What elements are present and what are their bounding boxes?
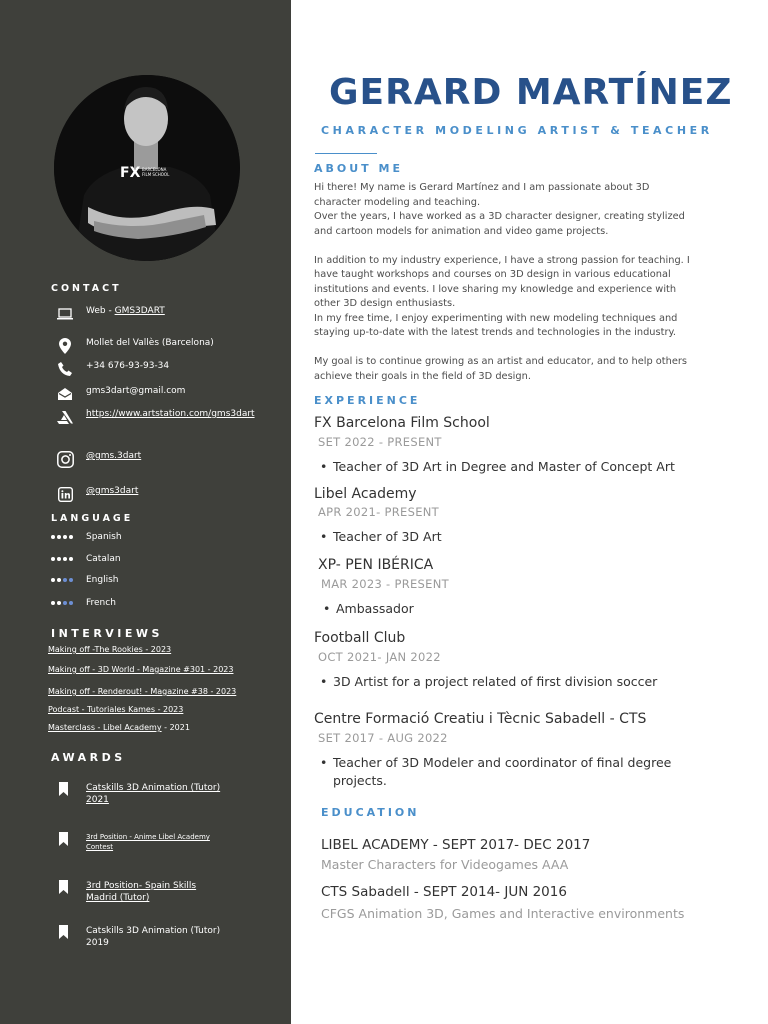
job-company: XP- PEN IBÉRICA: [318, 557, 434, 573]
contact-instagram-link[interactable]: @gms.3dart: [86, 451, 142, 461]
level-dot: [63, 601, 67, 605]
level-dot: [63, 557, 67, 561]
interview-link[interactable]: Making off -The Rookies - 2023: [48, 645, 172, 654]
interview-link[interactable]: Making off - 3D World - Magazine #301 - 2023: [48, 665, 234, 674]
bookmark-icon: [56, 925, 70, 941]
about-paragraph: In addition to my industry experience, I have a strong passion for teaching. I have taught workshops and courses on 3D design in various educational institutions and events. I love sharing my knowledge and experience with other 3D design enthusiasts. In my free time, I enjoy experimenting with new modeling techniques and staying up-to-date with the latest trends and technologies in the industry.: [314, 254, 690, 338]
level-dot: [51, 578, 55, 582]
svg-text:BARCELONA: BARCELONA: [142, 167, 167, 172]
level-dot: [57, 601, 61, 605]
contact-web[interactable]: [56, 306, 256, 322]
level-dot: [69, 578, 73, 582]
contact-linkedin-link[interactable]: @gms3dart: [86, 486, 139, 496]
contact-instagram[interactable]: [56, 451, 256, 467]
interview-item[interactable]: [48, 723, 190, 732]
job-description-text: Teacher of 3D Modeler and coordinator of final degree projects.: [333, 755, 672, 788]
language-name: French: [86, 598, 116, 608]
level-dot: [51, 601, 55, 605]
contact-location-text: Mollet del Vallès (Barcelona): [86, 338, 214, 348]
language-level-dots: [51, 535, 81, 539]
level-dot: [69, 535, 73, 539]
language-item: [51, 532, 122, 542]
education-subtitle: CFGS Animation 3D, Games and Interactive environments: [321, 906, 685, 921]
level-dot: [57, 557, 61, 561]
contact-heading: CONTACT: [51, 283, 122, 294]
job-date: APR 2021- PRESENT: [318, 505, 440, 519]
job-company: FX Barcelona Film School: [314, 415, 490, 431]
language-heading: LANGUAGE: [51, 513, 134, 524]
contact-phone-text: +34 676-93-93-34: [86, 361, 170, 371]
about-paragraph: Hi there! My name is Gerard Martínez and I am passionate about 3D character modeling and teaching. Over the years, I have worked as a 3D character designer, creating stylized and cartoon models for animation and video game projects.: [314, 182, 685, 237]
level-dot: [51, 535, 55, 539]
language-item: [51, 598, 116, 608]
divider: [315, 153, 377, 154]
interview-item[interactable]: [48, 705, 183, 714]
level-dot: [51, 557, 55, 561]
language-name: Spanish: [86, 532, 122, 542]
education-title: LIBEL ACADEMY - SEPT 2017- DEC 2017: [321, 837, 591, 853]
experience-heading: EXPERIENCE: [314, 394, 421, 407]
linkedin-icon: [56, 486, 74, 502]
job-date: MAR 2023 - PRESENT: [321, 577, 449, 591]
award-item[interactable]: [56, 832, 256, 852]
interview-link[interactable]: Masterclass - Libel Academy: [48, 723, 162, 732]
interviews-heading: INTERVIEWS: [51, 627, 163, 640]
language-level-dots: [51, 578, 81, 582]
contact-web-link[interactable]: GMS3DART: [114, 306, 165, 316]
award-text[interactable]: 3rd Position- Spain Skills Madrid (Tutor): [86, 881, 197, 903]
education-subtitle: Master Characters for Videogames AAA: [321, 857, 569, 872]
job-date: SET 2022 - PRESENT: [318, 435, 442, 449]
interview-link[interactable]: Podcast - Tutoriales Kames - 2023: [48, 705, 184, 714]
award-item: [56, 925, 256, 949]
interview-link[interactable]: Making off - Renderout! - Magazine #38 - 2023: [48, 687, 237, 696]
about-heading: ABOUT ME: [314, 162, 403, 175]
level-dot: [63, 578, 67, 582]
education-heading: EDUCATION: [321, 806, 420, 819]
job-description: • Teacher of 3D Modeler and coordinator of final degree projects.: [320, 755, 672, 788]
laptop-icon: [56, 306, 74, 322]
language-item: [51, 575, 119, 585]
job-description-text: Teacher of 3D Art in Degree and Master of Concept Art: [333, 459, 675, 474]
language-name: Catalan: [86, 554, 121, 564]
about-paragraph: My goal is to continue growing as an artist and educator, and to help others achieve their goals in the field of 3D design.: [314, 356, 687, 382]
level-dot: [69, 557, 73, 561]
contact-phone: [56, 361, 256, 377]
job-title-subtitle: CHARACTER MODELING ARTIST & TEACHER: [321, 124, 713, 137]
job-description-text: Ambassador: [336, 601, 414, 616]
language-name: English: [86, 575, 119, 585]
instagram-icon: [56, 451, 74, 467]
contact-email-text[interactable]: gms3dart@gmail.com: [86, 386, 186, 396]
job-description-text: 3D Artist for a project related of first division soccer: [333, 674, 658, 689]
job-date: SET 2017 - AUG 2022: [318, 731, 448, 745]
interview-item[interactable]: [48, 665, 233, 674]
contact-email[interactable]: [56, 386, 256, 402]
job-company: Centre Formació Creatiu i Tècnic Sabadell - CTS: [314, 711, 647, 727]
language-level-dots: [51, 557, 81, 561]
contact-artstation[interactable]: [56, 409, 256, 425]
svg-text:FX: FX: [120, 165, 141, 181]
award-item[interactable]: [56, 880, 256, 904]
interview-year: - 2021: [161, 723, 190, 732]
job-description: • 3D Artist for a project related of first division soccer: [320, 674, 658, 689]
award-item[interactable]: [56, 782, 256, 806]
job-company: Football Club: [314, 630, 406, 646]
interview-item[interactable]: [48, 645, 171, 654]
job-description: • Teacher of 3D Art: [320, 529, 442, 544]
contact-web-prefix: Web -: [86, 306, 115, 316]
level-dot: [57, 535, 61, 539]
job-date: OCT 2021- JAN 2022: [318, 650, 441, 664]
sidebar: [0, 0, 291, 1024]
profile-photo: [54, 75, 240, 261]
language-level-dots: [51, 601, 81, 605]
job-description-text: Teacher of 3D Art: [333, 529, 442, 544]
envelope-icon: [56, 386, 74, 402]
artstation-icon: [56, 409, 74, 425]
award-text: Catskills 3D Animation (Tutor) 2019: [86, 926, 221, 948]
bookmark-icon: [56, 880, 70, 896]
contact-linkedin[interactable]: [56, 486, 256, 502]
location-pin-icon: [56, 338, 74, 354]
level-dot: [57, 578, 61, 582]
job-description: • Ambassador: [323, 601, 414, 616]
contact-location: [56, 338, 256, 354]
level-dot: [63, 535, 67, 539]
interview-item[interactable]: [48, 687, 236, 696]
job-description: • Teacher of 3D Art in Degree and Master of Concept Art: [320, 459, 675, 474]
level-dot: [69, 601, 73, 605]
contact-artstation-link[interactable]: https://www.artstation.com/gms3dart: [86, 409, 255, 419]
bookmark-icon: [56, 832, 70, 848]
phone-icon: [56, 361, 74, 377]
education-title: CTS Sabadell - SEPT 2014- JUN 2016: [321, 884, 567, 900]
person-name: GERARD MARTÍNEZ: [329, 72, 733, 113]
awards-heading: AWARDS: [51, 751, 126, 764]
job-company: Libel Academy: [314, 486, 417, 502]
award-text[interactable]: Catskills 3D Animation (Tutor) 2021: [86, 783, 221, 805]
award-text[interactable]: 3rd Position - Anime Libel Academy Contest: [86, 833, 210, 851]
bookmark-icon: [56, 782, 70, 798]
about-text: [314, 181, 724, 384]
svg-text:FILM SCHOOL: FILM SCHOOL: [142, 172, 170, 177]
language-item: [51, 554, 121, 564]
